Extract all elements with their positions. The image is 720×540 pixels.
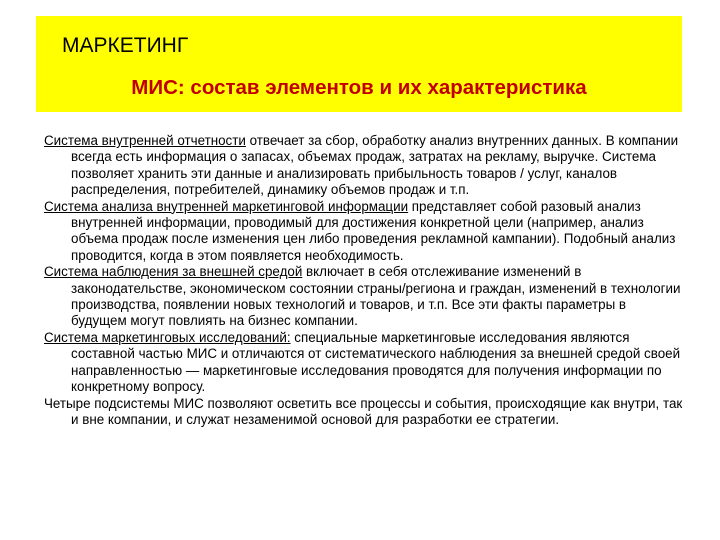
paragraph-marketing-research [44, 330, 684, 396]
text-conclusion: Четыре подсистемы МИС позволяют осветить все процессы и события, происходящие как внутри, так и вне компании, и служат незаменимой основой для разработки ее стратегии. [44, 395, 683, 427]
paragraph-internal-analysis [44, 199, 684, 265]
text-internal-analysis: представляет собой разовый анализ внутренней информации, проводимый для достижения конкретной цели (например, анализ объема продаж после изменения цен либо проведения рекламной кампании). Подобный анализ проводится, когда в этом появляется необходимость. [71, 198, 676, 263]
slide-title: МИС: состав элементов и их характеристика [131, 76, 587, 99]
slide-body [44, 133, 684, 428]
header-banner [36, 16, 682, 112]
term-internal-reporting: Система внутренней отчетности [44, 133, 246, 148]
term-marketing-research: Система маркетинговых исследований: [44, 329, 291, 345]
section-label: МАРКЕТИНГ [62, 34, 189, 57]
paragraph-internal-reporting [44, 133, 684, 199]
text-internal-reporting: отвечает за сбор, обработку анализ внутренних данных. В компании всегда есть информация о запасах, объемах продаж, затратах на рекламу, выручке. Система позволяет хранить эти данные и анализировать прибыльность товаров / услуг, каналов распределения, потребителей, динамику объемов продаж и т.п. [71, 133, 679, 198]
text-marketing-research: специальные маркетинговые исследования являются составной частью МИС и отличаются от систематического наблюдения за внешней средой своей направленностью — маркетинговые исследования проводятся для получения информации по конкретному вопросу. [71, 329, 681, 395]
term-external-monitoring: Система наблюдения за внешней средой [44, 264, 303, 280]
paragraph-external-monitoring [44, 264, 684, 330]
paragraph-conclusion [44, 396, 684, 429]
text-external-monitoring: включает в себя отслеживание изменений в законодательстве, экономическом состоянии страны/региона и граждан, изменений в технологии производства, появлении новых технологий и товаров, и т.п. Все эти факты параметры в будущем могут повлиять на бизнес компании. [71, 264, 681, 329]
term-internal-analysis: Система анализа внутренней маркетинговой информации [44, 198, 409, 214]
